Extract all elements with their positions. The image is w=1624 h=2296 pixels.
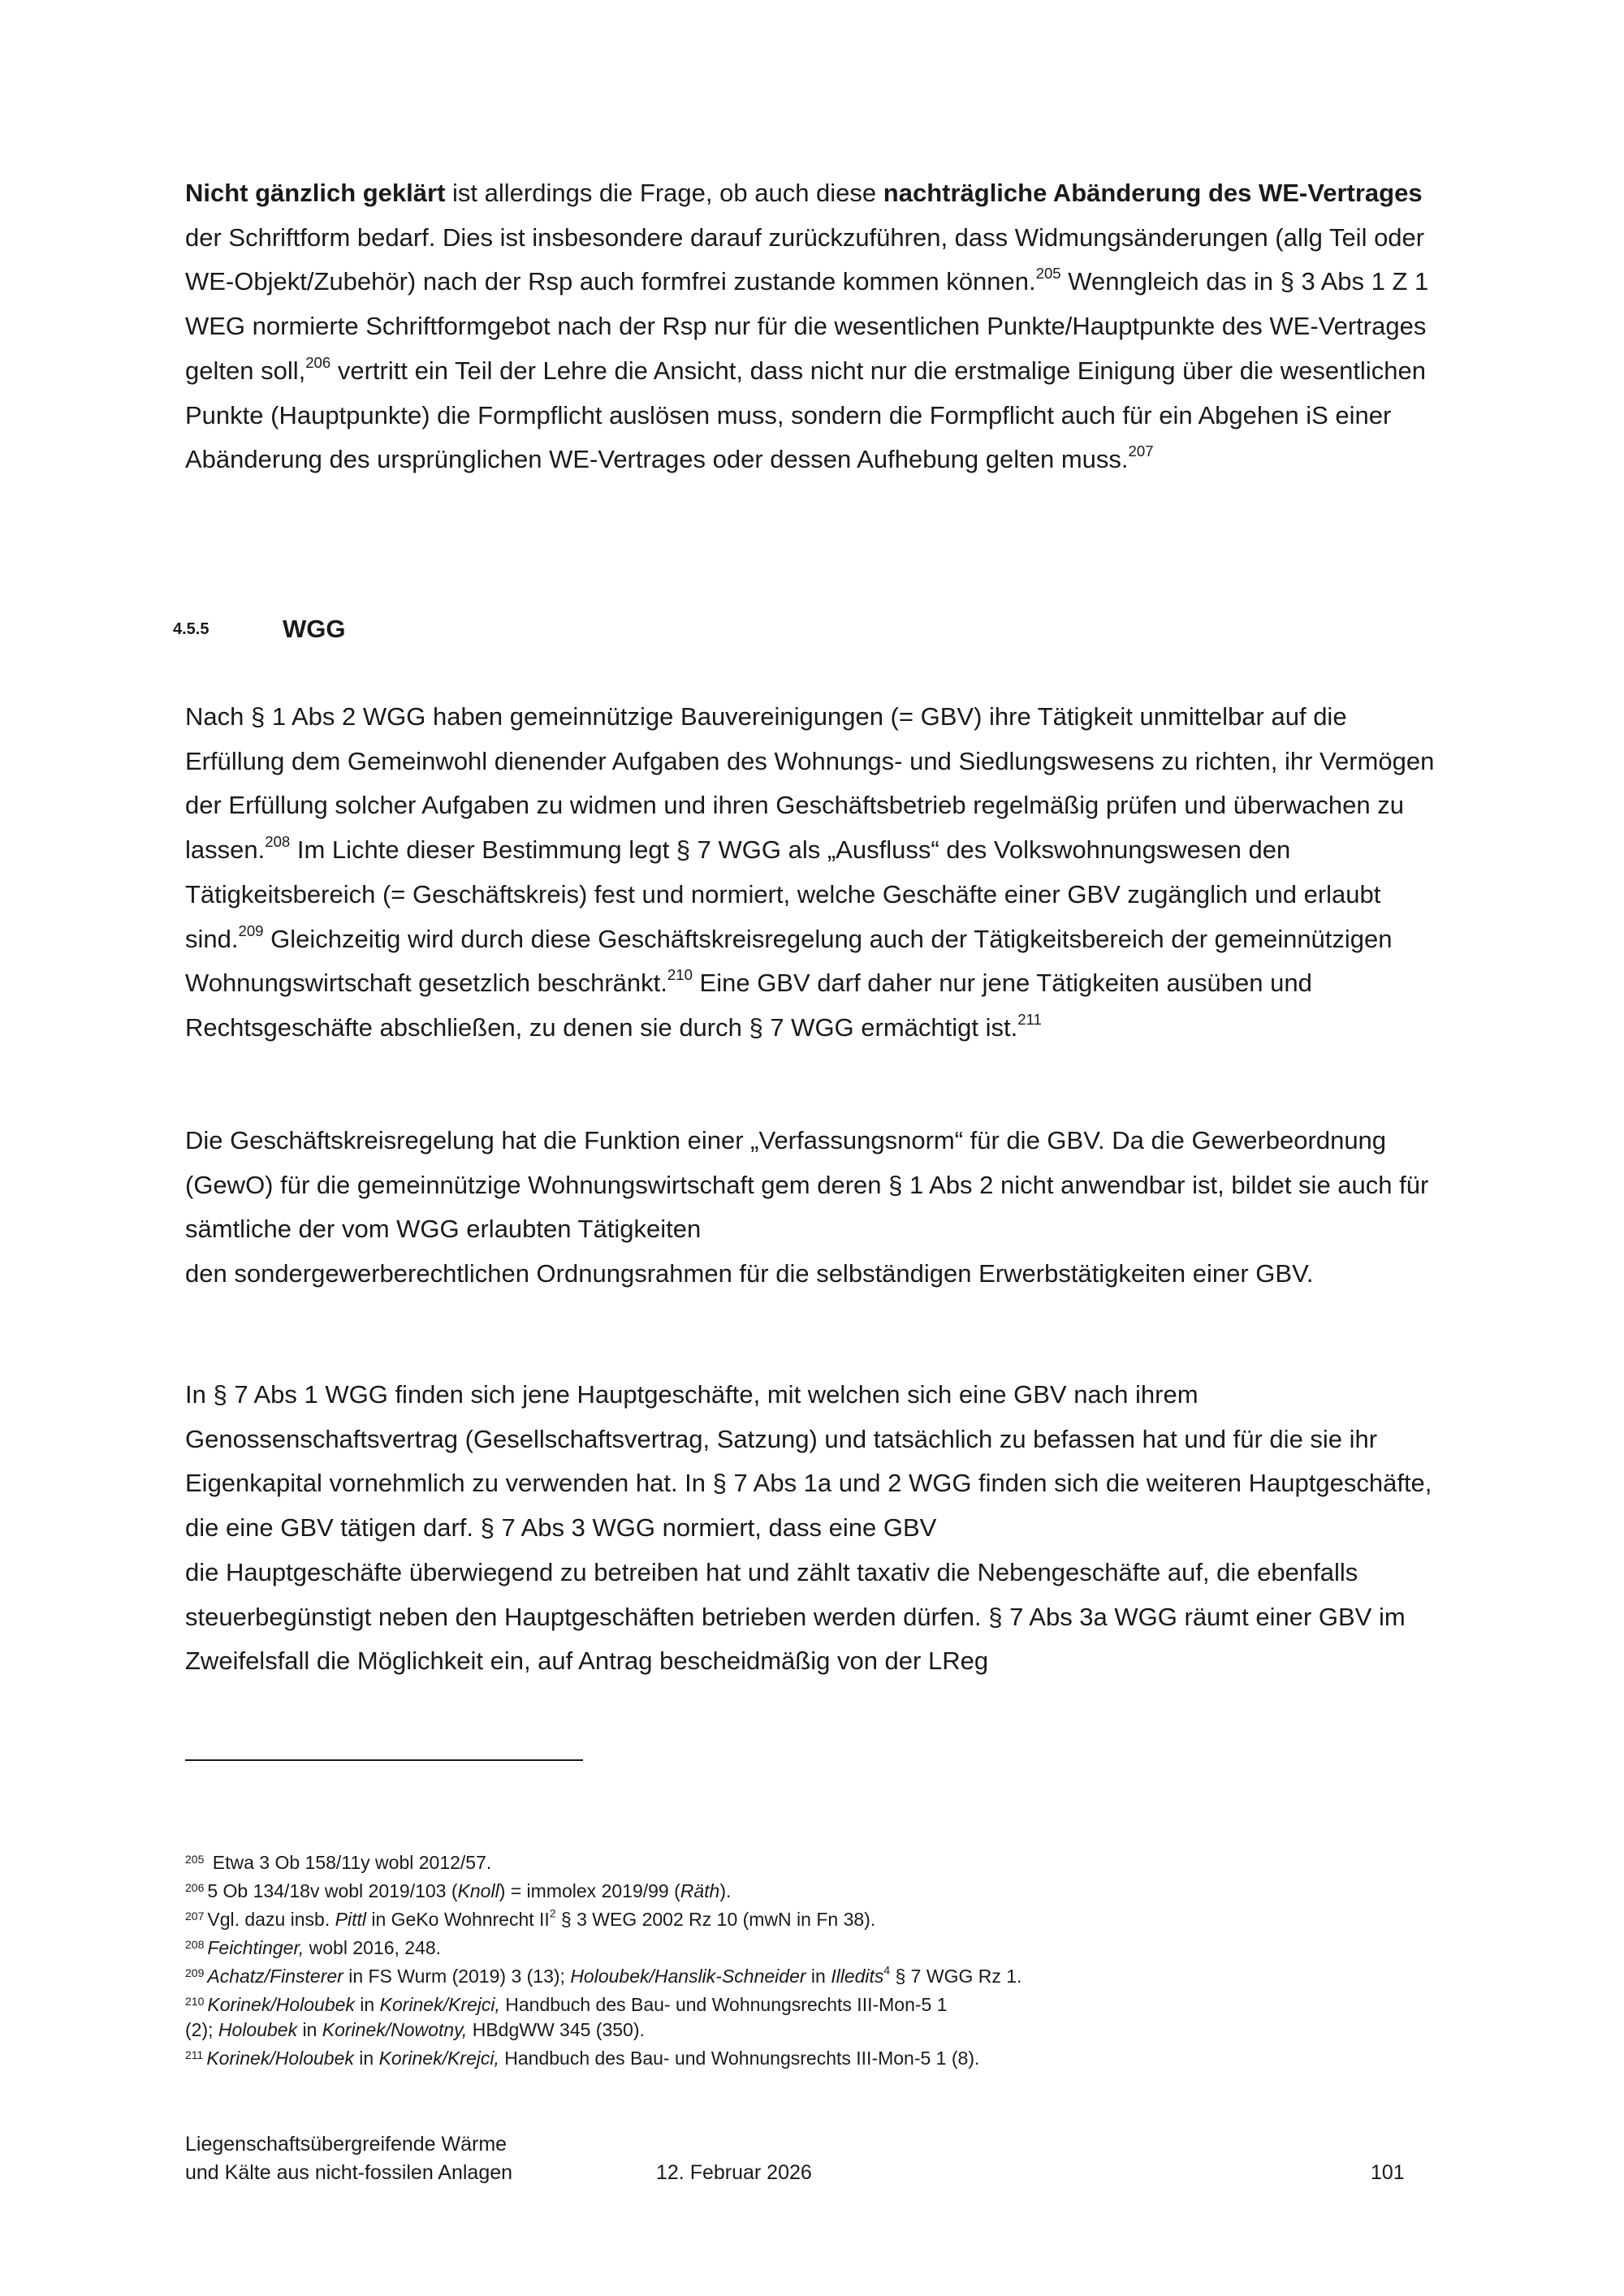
footnote-text: 5 Ob 134/18v wobl 2019/103 (	[207, 1880, 458, 1901]
author-name: Korinek/Holoubek	[207, 1994, 355, 2015]
text-run: Gleichzeitig wird durch diese Geschäftskreisregelung auch der Tätigkeitsbereich der gemeinnützigen Wohnungswirtschaft gesetzlich beschränkt.	[185, 924, 1393, 998]
footnote-number: 210	[185, 1995, 205, 2008]
footnote-text: § 7 WGG Rz 1.	[890, 1966, 1022, 1987]
section-title: WGG	[283, 615, 346, 643]
footnote-number: 208	[185, 1938, 205, 1951]
footnote-207	[185, 1904, 1452, 1932]
paragraph-form-requirement	[185, 171, 1452, 482]
text-run: den sondergewerberechtlichen Ordnungsrahmen für die selbständigen Erwerbstätigkeiten einer GBV.	[185, 1259, 1314, 1288]
page-footer	[185, 2130, 1403, 2187]
footnote-text: in FS Wurm (2019) 3 (13);	[343, 1966, 571, 1987]
footnote-text: in	[806, 1966, 831, 1987]
footnote-206	[185, 1875, 1452, 1904]
author-name: Korinek/Krejci,	[378, 2048, 499, 2069]
footer-document-title	[185, 2130, 640, 2187]
author-name: Korinek/Nowotny,	[322, 2019, 468, 2040]
footnote-text: Handbuch des Bau- und Wohnungsrechts III-Mon-5 1 (8).	[499, 2048, 980, 2069]
footnote-text: in	[353, 2048, 379, 2069]
author-name: Achatz/Finsterer	[207, 1966, 343, 1987]
text-run: Die Geschäftskreisregelung hat die Funktion einer „Verfassungsnorm“ für die GBV. Da die Gewerbeordnung (GewO) für die gemeinnützige Wohnungswirtschaft gem deren § 1 Abs 2 nicht anwendbar ist, bildet sie auch für sämtliche der vom WGG erlaubten Tätigkeiten	[185, 1126, 1429, 1244]
author-name: Holoubek/Hanslik-Schneider	[570, 1966, 806, 1987]
text-run: der Schriftform bedarf. Dies ist insbesondere darauf zurückzuführen, dass Widmungsänderungen (allg Teil oder WE-Objekt/Zubehör) nach der Rsp auch formfrei zustande kommen können.	[185, 222, 1425, 296]
text-run: In § 7 Abs 1 WGG finden sich jene Hauptgeschäfte, mit welchen sich eine GBV nach ihrem Genossenschaftsvertrag (Gesellschaftsvertrag, Satzung) und tatsächlich zu befassen hat und für die sie ihr Eigenkapital vornehmlich zu verwenden hat. In § 7 Abs 1a und 2 WGG finden sich die weiteren Hauptgeschäfte, die eine GBV tätigen darf. § 7 Abs 3 WGG normiert, dass eine GBV	[185, 1380, 1432, 1543]
footnote-text: Handbuch des Bau- und Wohnungsrechts III-Mon-5 1	[499, 1994, 948, 2015]
footnote-number: 211	[185, 2048, 204, 2061]
footnote-text: in GeKo Wohnrecht II	[365, 1909, 550, 1930]
footnote-text: ).	[719, 1880, 732, 1901]
footnote-text: in	[297, 2019, 322, 2040]
footnote-text: HBdgWW 345 (350).	[467, 2019, 645, 2040]
text-run: die Hauptgeschäfte überwiegend zu betreiben hat und zählt taxativ die Nebengeschäfte auf, die ebenfalls steuerbegünstigt neben den Hauptgeschäften betrieben werden dürfen. § 7 Abs 3a WGG räumt einer GBV im Zweifelsfall die Möglichkeit ein, auf Antrag bescheidmäßig von der LReg	[185, 1557, 1406, 1676]
author-name: Pittl	[335, 1909, 366, 1930]
footnote-number: 209	[185, 1966, 205, 1979]
footer-date: 12. Februar 2026	[656, 2161, 812, 2184]
footnote-text: Vgl. dazu insb.	[207, 1909, 335, 1930]
author-name: Illedits	[831, 1966, 884, 1987]
section-heading	[173, 607, 346, 651]
footnote-ref-207[interactable]: 207	[1128, 442, 1154, 460]
footnote-ref-206[interactable]: 206	[305, 353, 331, 371]
text-run: ist allerdings die Frage, ob auch diese	[445, 179, 883, 207]
footnote-text: § 3 WEG 2002 Rz 10 (mwN in Fn 38).	[555, 1909, 876, 1930]
paragraph-main-business	[185, 1373, 1452, 1684]
footnote-separator	[185, 1759, 583, 1761]
footnote-210	[185, 1989, 1452, 2043]
author-name: Feichtinger,	[207, 1937, 304, 1958]
author-name: Holoubek	[218, 2019, 298, 2040]
footnote-number: 207	[185, 1910, 205, 1923]
footnote-text: Etwa 3 Ob 158/11y wobl 2012/57.	[207, 1852, 492, 1873]
footer-title-line: und Kälte aus nicht-fossilen Anlagen	[185, 2161, 513, 2184]
footnote-text: ) = immolex 2019/99 (	[499, 1880, 680, 1901]
footnote-ref-210[interactable]: 210	[667, 966, 693, 984]
footnote-number: 206	[185, 1881, 205, 1894]
paragraph-wgg-purpose	[185, 695, 1452, 1051]
author-name: Knoll	[457, 1880, 499, 1901]
footnote-ref-209[interactable]: 209	[238, 921, 264, 939]
edition-superscript: 4	[883, 1964, 891, 1977]
footnote-ref-211[interactable]: 211	[1017, 1010, 1042, 1028]
author-name: Korinek/Holoubek	[206, 2048, 354, 2069]
footnote-208	[185, 1932, 1452, 1961]
footnote-ref-205[interactable]: 205	[1035, 265, 1061, 283]
bold-phrase: Nicht gänzlich geklärt	[185, 179, 446, 207]
footnote-209	[185, 1961, 1452, 1989]
author-name: Korinek/Krejci,	[379, 1994, 500, 2015]
author-name: Räth	[680, 1880, 720, 1901]
edition-superscript: 2	[549, 1907, 556, 1920]
footnote-text: wobl 2016, 248.	[304, 1937, 442, 1958]
footer-title-line: Liegenschaftsübergreifende Wärme	[185, 2133, 508, 2156]
footnote-text: (2);	[185, 2019, 218, 2040]
paragraph-business-scope	[185, 1119, 1452, 1297]
footnotes	[185, 1847, 1452, 2071]
footnote-205	[185, 1847, 1452, 1875]
footnote-text: in	[354, 1994, 380, 2015]
page-number: 101	[1371, 2161, 1405, 2184]
footnote-211	[185, 2043, 1452, 2071]
footnote-ref-208[interactable]: 208	[265, 833, 291, 851]
text-run: Wenngleich das in § 3 Abs 1 Z 1 WEG normierte Schriftformgebot nach der Rsp nur für die wesentlichen Punkte/Hauptpunkte des WE-Vertrages gelten soll,	[185, 267, 1429, 385]
section-number: 4.5.5	[173, 619, 209, 638]
footnote-number: 205	[185, 1853, 205, 1866]
text-run: Nach § 1 Abs 2 WGG haben gemeinnützige Bauvereinigungen (= GBV) ihre Tätigkeit unmittelbar auf die Erfüllung dem Gemeinwohl dienender Aufgaben des Wohnungs- und Siedlungswesens zu richten, ihr Vermögen der Erfüllung solcher Aufgaben zu widmen und ihren Geschäftsbetrieb regelmäßig prüfen und überwachen zu lassen.	[185, 702, 1435, 865]
bold-phrase: nachträgliche Abänderung des WE-Vertrages	[883, 179, 1423, 207]
text-run: vertritt ein Teil der Lehre die Ansicht, dass nicht nur die erstmalige Einigung über die wesentlichen Punkte (Hauptpunkte) die Formpflicht auslösen muss, sondern die Formpflicht auch für ein Abgehen iS einer Abänderung des ursprünglichen WE-Vertrages oder dessen Aufhebung gelten muss.	[185, 356, 1426, 474]
text-run: Im Lichte dieser Bestimmung legt § 7 WGG als „Ausfluss“ des Volkswohnungswesen den Tätigkeitsbereich (= Geschäftskreis) fest und normiert, welche Geschäfte einer GBV zugänglich und erlaubt sind.	[185, 835, 1381, 953]
text-run: Eine GBV darf daher nur jene Tätigkeiten ausüben und Rechtsgeschäfte abschließen, zu denen sie durch § 7 WGG ermächtigt ist.	[185, 969, 1312, 1042]
